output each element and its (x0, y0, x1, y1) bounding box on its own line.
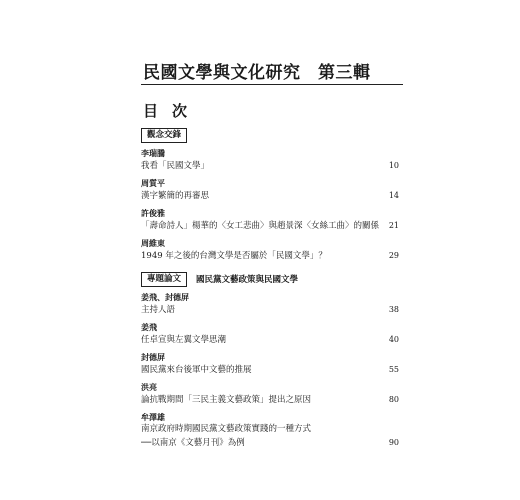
entry-author: 洪亮 (141, 383, 157, 392)
entry-page-number: 80 (388, 395, 399, 404)
entry-title-line (141, 189, 399, 203)
entry-page-number: 21 (388, 221, 399, 230)
entry-title: 論抗戰期間「三民主義文藝政策」提出之原因 (141, 395, 312, 405)
entry-title: ──以南京《文藝月刊》為例 (141, 438, 245, 448)
entry-title-line (141, 423, 399, 436)
entry-author: 牟澤雄 (141, 413, 165, 422)
entry-author: 許俊雅 (141, 209, 165, 218)
entry-author: 姜飛、封德屏 (141, 293, 189, 302)
toc-entry[interactable] (141, 412, 399, 450)
toc-entry[interactable] (141, 382, 399, 407)
entry-title: 國民黨來台後軍中文藝的推展 (141, 365, 252, 375)
section-tag: 觀念交鋒 (141, 128, 187, 143)
section-header (141, 270, 399, 288)
entry-title-line (141, 159, 399, 173)
toc-section (141, 126, 399, 263)
entry-author: 周維東 (141, 239, 165, 248)
entry-title: 1949 年之後的台灣文學是否屬於「民國文學」？ (141, 251, 327, 261)
book-title: 民國文學與文化研究 第三輯 (143, 63, 371, 83)
entry-page-number: 38 (388, 305, 399, 314)
section-title: 國民黨文藝政策與民國文學 (196, 275, 299, 285)
toc-entry[interactable] (141, 352, 399, 377)
entry-title-line (141, 363, 399, 377)
section-tag: 專題論文 (141, 272, 187, 287)
entry-page-number: 14 (388, 191, 399, 200)
entry-title: 我看「民國文學」 (141, 161, 210, 171)
entry-title: 漢字繁簡的再審思 (141, 191, 210, 201)
entry-page-number: 90 (388, 438, 399, 447)
entry-page-number: 29 (388, 251, 399, 260)
title-divider (141, 84, 403, 85)
entry-title-line (141, 333, 399, 347)
entry-title: 任卓宣與左翼文學思潮 (141, 335, 227, 345)
entry-title: 南京政府時期國民黨文藝政策實踐的一種方式 (141, 424, 312, 434)
toc-entry[interactable] (141, 148, 399, 173)
entry-author: 李瑞騰 (141, 149, 165, 158)
entry-author: 封德屏 (141, 353, 165, 362)
table-of-contents (141, 126, 399, 457)
entry-title-line (141, 219, 399, 233)
toc-entry[interactable] (141, 178, 399, 203)
toc-entry[interactable] (141, 322, 399, 347)
toc-heading: 目次 (143, 102, 202, 120)
toc-section (141, 270, 399, 450)
entry-title-line (141, 393, 399, 407)
entry-title-line (141, 436, 399, 450)
toc-entry[interactable] (141, 292, 399, 317)
entry-author: 姜飛 (141, 323, 157, 332)
toc-entry[interactable] (141, 238, 399, 263)
entry-title-line (141, 249, 399, 263)
entry-title-line (141, 303, 399, 317)
entry-title: 主持人語 (141, 305, 176, 315)
toc-entry[interactable] (141, 208, 399, 233)
entry-page-number: 10 (388, 161, 399, 170)
entry-author: 周質平 (141, 179, 165, 188)
entry-page-number: 55 (388, 365, 399, 374)
entry-title: 「壽命詩人」楊華的〈女工悲曲〉與趙景深〈女絲工曲〉的關係 (141, 221, 379, 231)
section-header (141, 126, 399, 144)
entry-page-number: 40 (388, 335, 399, 344)
